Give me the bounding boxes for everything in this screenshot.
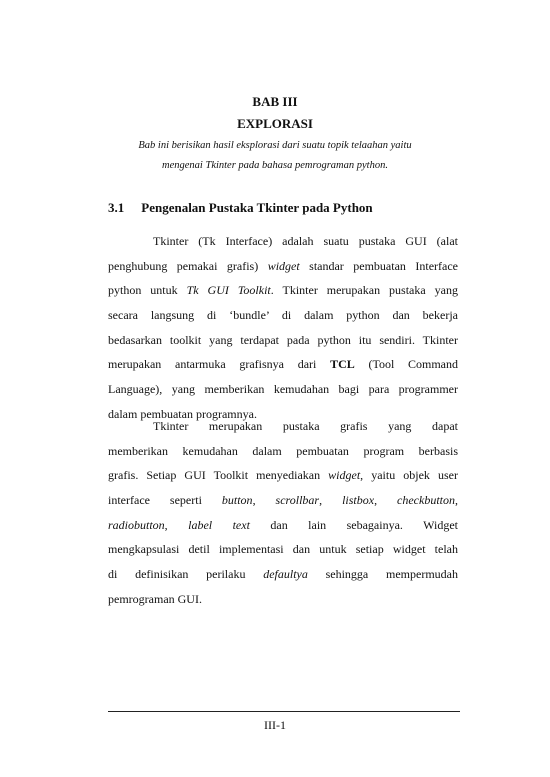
paragraph-line <box>108 562 458 587</box>
paragraph-line <box>108 254 458 279</box>
text-run: Tkinter merupakan pustaka grafis yang dapat <box>153 419 458 433</box>
text-run: , <box>455 493 458 508</box>
text-run: , <box>319 493 343 508</box>
paragraph-line <box>108 229 458 254</box>
body-paragraph-1 <box>108 229 458 427</box>
text-run: , <box>252 493 276 508</box>
section-number: 3.1 <box>108 200 125 215</box>
chapter-abstract-line: Bab ini berisikan hasil eksplorasi dari suatu topik telaahan yaitu <box>138 140 412 151</box>
text-run: python untuk <box>108 283 187 298</box>
text-run: sehingga mempermudah <box>307 567 458 582</box>
text-run: Tkinter (Tk Interface) adalah suatu pustaka GUI (alat <box>153 234 458 248</box>
chapter-number: BAB III <box>252 94 298 109</box>
chapter-title: EXPLORASI <box>237 116 313 131</box>
paragraph-line <box>108 537 458 562</box>
text-run: interface seperti <box>108 493 222 508</box>
paragraph-line <box>108 513 458 538</box>
italic-run: button <box>221 493 253 508</box>
text-run: bedasarkan toolkit yang terdapat pada python itu sendiri. Tkinter <box>108 332 458 347</box>
bold-run: TCL <box>330 357 355 372</box>
text-run: . Tkinter merupakan pustaka yang <box>270 283 458 298</box>
paragraph-line <box>108 463 458 488</box>
footer-divider <box>108 711 460 712</box>
text-run: secara langsung di ‘bundle’ di dalam python dan bekerja <box>108 308 458 323</box>
italic-run: Tk GUI Toolkit <box>186 283 271 298</box>
paragraph-line <box>108 278 458 303</box>
text-run: di definisikan perilaku <box>108 567 264 582</box>
paragraph-line <box>108 587 458 612</box>
italic-run: widget <box>328 468 361 483</box>
paragraph-line <box>108 439 458 464</box>
body-paragraph-2 <box>108 414 458 612</box>
paragraph-line <box>108 377 458 402</box>
text-run: , <box>374 493 398 508</box>
paragraph-line <box>108 414 458 439</box>
page-number: III-1 <box>264 718 286 732</box>
text-run: , yaitu objek user <box>360 468 458 483</box>
section-heading <box>108 200 373 216</box>
paragraph-line <box>108 303 458 328</box>
text-run: Language), yang memberikan kemudahan bagi para programmer <box>108 382 458 397</box>
italic-run: widget <box>267 258 300 273</box>
italic-run: checkbutton <box>397 493 456 508</box>
italic-run: label text <box>188 517 250 532</box>
text-run: dalam pembuatan programnya. <box>108 406 257 421</box>
italic-run: listbox <box>342 493 375 508</box>
text-run: standar pembuatan Interface <box>299 258 458 273</box>
italic-run: radiobutton <box>108 517 165 532</box>
text-run: , <box>164 517 189 532</box>
text-run: memberikan kemudahan dalam pembuatan program berbasis <box>108 443 458 458</box>
text-run: (Tool Command <box>354 357 458 372</box>
text-run: mengkapsulasi detil implementasi dan untuk setiap widget telah <box>108 542 458 557</box>
text-run: dan lain sebagainya. Widget <box>249 517 458 532</box>
chapter-abstract-line: mengenai Tkinter pada bahasa pemrograman python. <box>162 160 388 171</box>
paragraph-line <box>108 488 458 513</box>
text-run: grafis. Setiap GUI Toolkit menyediakan <box>108 468 329 483</box>
paragraph-line <box>108 328 458 353</box>
text-run: pemrograman GUI. <box>108 591 202 606</box>
section-title: Pengenalan Pustaka Tkinter pada Python <box>141 200 373 215</box>
text-run: penghubung pemakai grafis) <box>108 258 268 273</box>
italic-run: scrollbar <box>275 493 320 508</box>
text-run: merupakan antarmuka grafisnya dari <box>108 357 331 372</box>
italic-run: defaultya <box>263 567 308 582</box>
paragraph-line <box>108 352 458 377</box>
